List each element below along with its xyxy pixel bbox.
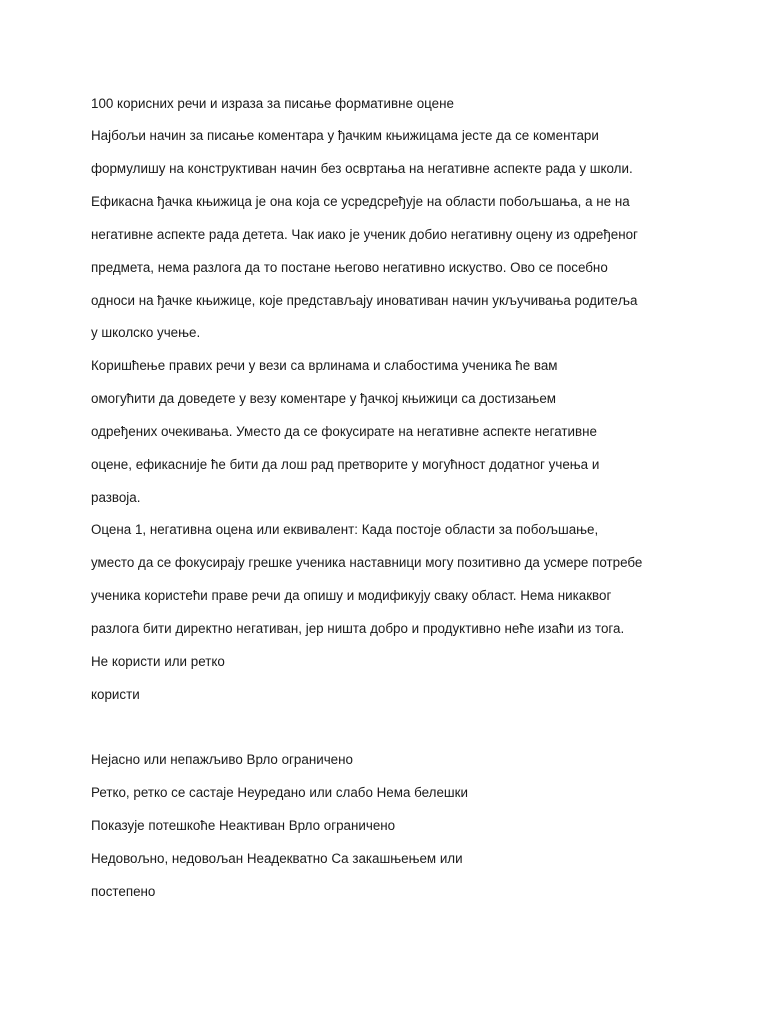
paragraph-line: Оцена 1, негативна оцена или еквивалент: Када постоје области за побољшање,	[91, 522, 599, 537]
paragraph-line: Не користи или ретко	[91, 654, 225, 669]
list-item: Недовољно, недовољан Неадекватно Са закашњењем или	[91, 851, 463, 866]
list-item: Показује потешкоће Неактиван Врло ограничено	[91, 818, 396, 833]
paragraph-line: Ефикасна ђачка књижица је она која се усредсређује на области побољшања, а не на	[91, 194, 630, 209]
paragraph-line: формулишу на конструктиван начин без освртања на негативне аспекте рада у школи.	[91, 161, 633, 176]
paragraph-line: омогућити да доведете у везу коментаре у ђачкој књижици са достизањем	[91, 391, 556, 406]
paragraph-line: негативне аспекте рада детета. Чак иако је ученик добио негативну оцену из одређеног	[91, 227, 638, 242]
paragraph-line: односи на ђачке књижице, које представљају иновативан начин укључивања родитеља	[91, 293, 638, 308]
paragraph-line: Најбољи начин за писање коментара у ђачким књижицама јесте да се коментари	[91, 128, 599, 143]
paragraph-line: оцене, ефикасније ће бити да лош рад претворите у могућност додатног учења и	[91, 457, 600, 472]
paragraph-line: уместо да се фокусирају грешке ученика наставници могу позитивно да усмере потребе	[91, 555, 643, 570]
list-item: постепено	[91, 884, 156, 899]
paragraph-line: одређених очекивања. Уместо да се фокусирате на негативне аспекте негативне	[91, 424, 597, 439]
document-title: 100 корисних речи и израза за писање формативне оцене	[91, 96, 454, 111]
paragraph-line: предмета, нема разлога да то постане његово негативно искуство. Ово се посебно	[91, 260, 608, 275]
paragraph-line: развоја.	[91, 490, 141, 505]
paragraph-line: ученика користећи праве речи да опишу и модификују сваку област. Нема никаквог	[91, 588, 612, 603]
paragraph-line: у школско учење.	[91, 325, 201, 340]
list-item: Нејасно или непажљиво Врло ограничено	[91, 752, 353, 767]
paragraph-line: Коришћење правих речи у вези са врлинама и слабостима ученика ће вам	[91, 358, 558, 373]
list-item: Ретко, ретко се састаје Неуредано или слабо Нема белешки	[91, 785, 468, 800]
paragraph-line: користи	[91, 687, 140, 702]
paragraph-line: разлога бити директно негативан, јер ништа добро и продуктивно неће изаћи из тога.	[91, 621, 625, 636]
